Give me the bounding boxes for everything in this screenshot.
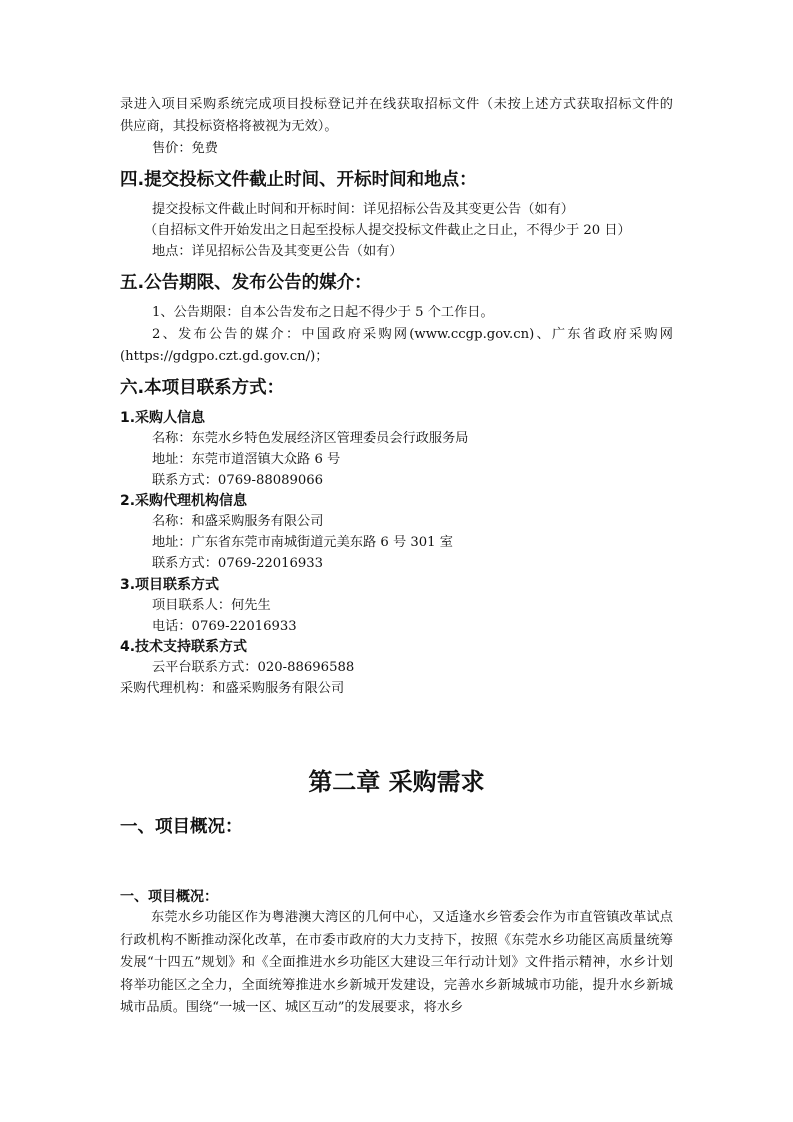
chapter-title: 第二章 采购需求 — [308, 767, 485, 796]
purchaser-address: 地址：东莞市道滘镇大众路 6 号 — [152, 452, 341, 467]
deadline-line: 提交投标文件截止时间和开标时间：详见招标公告及其变更公告（如有） — [152, 202, 574, 217]
location-line: 地点：详见招标公告及其变更公告（如有） — [152, 244, 403, 259]
tech-support-title: 4.技术支持联系方式 — [120, 639, 248, 655]
project-contact-person: 项目联系人：何先生 — [152, 598, 271, 613]
price-line: 售价：免费 — [152, 141, 218, 156]
project-contact-title: 3.项目联系方式 — [120, 577, 220, 593]
deadline-note: （自招标文件开始发出之日起至投标人提交投标文件截止之日止，不得少于 20 日） — [144, 223, 631, 238]
notice-period-line: 1、公告期限：自本公告发布之日起不得少于 5 个工作日。 — [152, 305, 494, 320]
section-heading-6: 六.本项目联系方式： — [120, 378, 285, 398]
notice-media-line: 2、发布公告的媒介：中国政府采购网(www.ccgp.gov.cn)、广东省政府采购网 — [152, 327, 673, 342]
project-contact-phone: 电话：0769-22016933 — [152, 619, 297, 634]
purchaser-contact: 联系方式：0769-88089066 — [152, 473, 324, 488]
agency-address: 地址：广东省东莞市南城街道元美东路 6 号 301 室 — [152, 535, 453, 550]
chapter-section-heading: 一、项目概况： — [120, 817, 243, 837]
section-heading-5: 五.公告期限、发布公告的媒介： — [120, 273, 372, 293]
notice-media-url: (https://gdgpo.czt.gd.gov.cn/)； — [120, 349, 329, 364]
section-heading-4: 四.提交投标文件截止时间、开标时间和地点： — [120, 170, 477, 190]
agency-contact: 联系方式：0769-22016933 — [152, 556, 324, 571]
text-line: 录进入项目采购系统完成项目投标登记并在线获取招标文件（未按上述方式获取招标文件的 — [120, 97, 673, 112]
overview-paragraph: 东莞水乡功能区作为粤港澳大湾区的几何中心，又适逢水乡管委会作为市直管镇改革试点行政机构不断推动深化改革，在市委市政府的大力支持下，按照《东莞水乡功能区高质量统筹发展“十四五”规划》和《全面推进水乡功能区大建设三年行动计划》文件指示精神，水乡计划将举功能区之全力，全面统筹推进水乡新城开发建设，完善水乡新城城市功能，提升水乡新城城市品质。围绕“一城一区、城区互动”的发展要求，将水乡 — [120, 910, 673, 1015]
tech-support-contact: 云平台联系方式：020-88696588 — [152, 660, 355, 675]
purchaser-name: 名称：东莞水乡特色发展经济区管理委员会行政服务局 — [152, 431, 469, 446]
agency-title: 2.采购代理机构信息 — [120, 493, 248, 509]
purchaser-title: 1.采购人信息 — [120, 410, 206, 426]
overview-subheading: 一、项目概况： — [120, 889, 218, 905]
agency-name: 名称：和盛采购服务有限公司 — [152, 514, 324, 529]
agency-footer-line: 采购代理机构：和盛采购服务有限公司 — [120, 681, 345, 696]
text-line: 供应商，其投标资格将被视为无效）。 — [120, 119, 338, 134]
